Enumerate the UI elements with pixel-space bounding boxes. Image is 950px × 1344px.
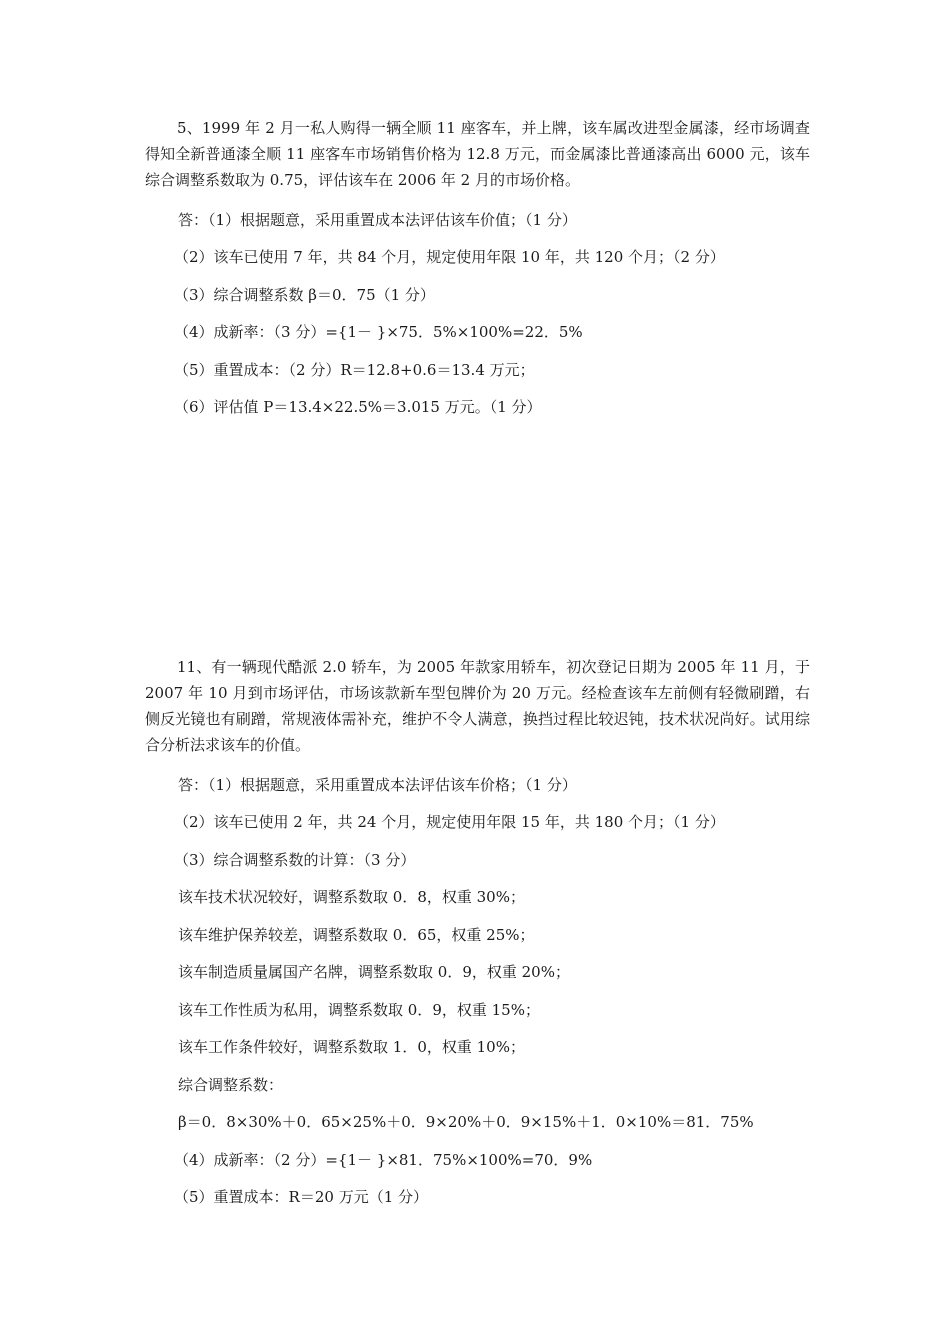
answer-line: 答：（1）根据题意，采用重置成本法评估该车价值；（1 分） [178,210,577,229]
answer-line: （5）重置成本：R＝20 万元（1 分） [174,1188,429,1206]
answer-line: （5）重置成本：（2 分）R＝12.8+0.6＝13.4 万元； [174,360,535,379]
answer-line: 该车工作条件较好，调整系数取 1．0，权重 10%； [178,1038,525,1056]
answer-line: β＝0．8×30%＋0．65×25%＋0．9×20%＋0．9×15%＋1．0×10%＝81．75% [178,1113,754,1131]
answer-line: （3）综合调整系数 β＝0．75（1 分） [174,285,435,304]
answer-line: （2）该车已使用 7 年，共 84 个月，规定使用年限 10 年，共 120 个月；（2 分） [174,248,725,266]
answer-line: 该车制造质量属国产名牌，调整系数取 0．9，权重 20%； [178,963,570,981]
answer-line: 该车工作性质为私用，调整系数取 0．9，权重 15%； [178,1000,540,1019]
answer-line: 该车维护保养较差，调整系数取 0．65，权重 25%； [178,925,535,944]
answer-line: （2）该车已使用 2 年，共 24 个月，规定使用年限 15 年，共 180 个月；（1 分） [174,813,725,831]
answer-line: 该车技术状况较好，调整系数取 0．8，权重 30%； [178,888,525,906]
answer-line: （6）评估值 P＝13.4×22.5%＝3.015 万元。（1 分） [174,398,542,416]
question-11-block [145,654,810,1208]
answer-line: （3）综合调整系数的计算：（3 分） [174,850,416,869]
question-5-block [145,115,810,418]
question-11-text: 11、有一辆现代酷派 2.0 轿车，为 2005 年款家用轿车，初次登记日期为 2005 年 11 月，于 2007 年 10 月到市场评估，市场该款新车型包牌价为 20 万元。经检查该车左前侧有轻微刷蹭，右侧反光镜也有刷蹭，常规液体需补充，维护不令人满意，换挡过程比较迟钝，技术状况尚好。试用综合分析法求该车的价值。 [145,658,810,754]
question-5-text: 5、1999 年 2 月一私人购得一辆全顺 11 座客车，并上牌，该车属改进型金属漆，经市场调查得知全新普通漆全顺 11 座客车市场销售价格为 12.8 万元，而金属漆比普通漆高出 6000 元，该车综合调整系数取为 0.75，评估该车在 2006 年 2 月的市场价格。 [145,119,810,189]
answer-line: 综合调整系数： [178,1075,284,1094]
answer-line: 答：（1）根据题意，采用重置成本法评估该车价格；（1 分） [178,775,577,794]
answer-line: （4）成新率：（3 分）={1－ }×75．5%×100%=22．5% [174,323,583,341]
answer-line: （4）成新率：（2 分）={1－ }×81．75%×100%=70．9% [174,1150,593,1169]
